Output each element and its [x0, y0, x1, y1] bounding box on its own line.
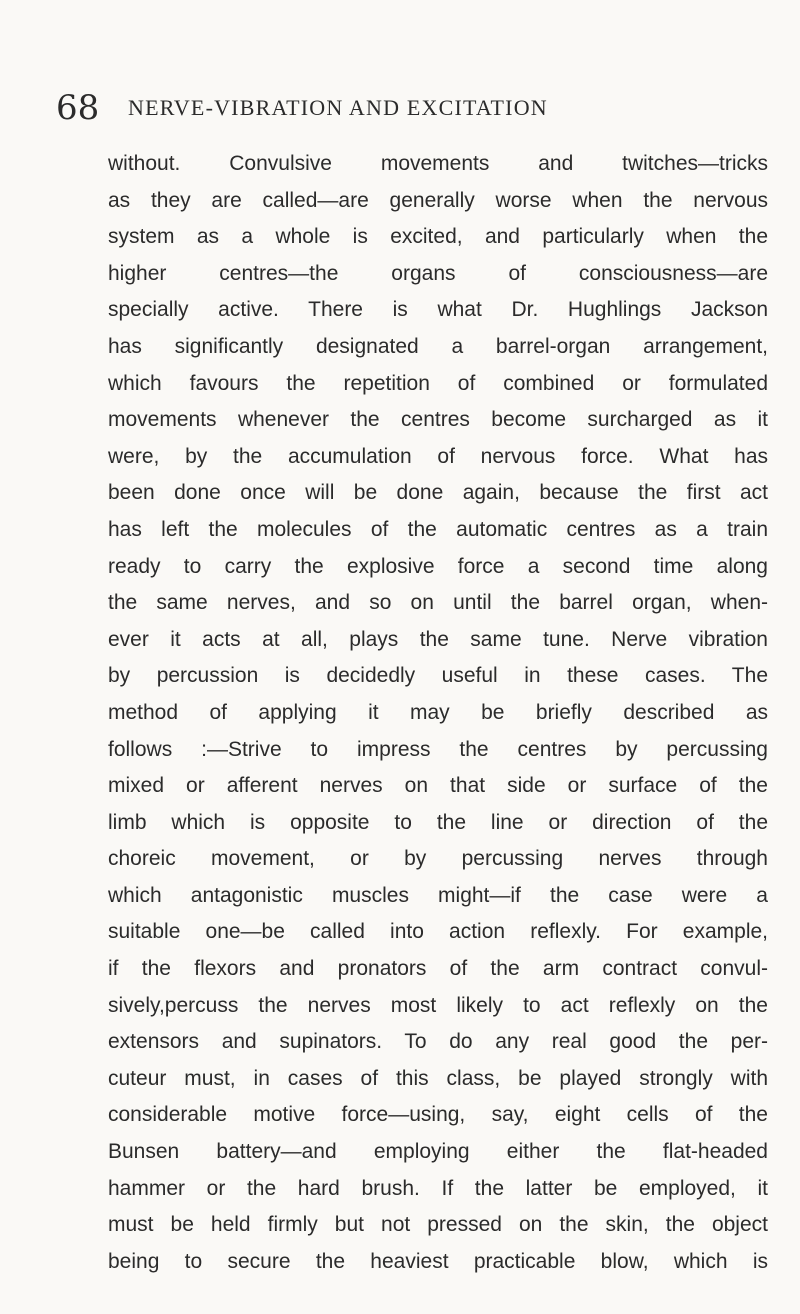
text-line: limb which is opposite to the line or direction of the — [108, 810, 768, 834]
text-line: has left the molecules of the automatic centres as a train — [108, 517, 768, 541]
text-line: mixed or afferent nerves on that side or surface of the — [108, 774, 768, 798]
text-line: Bunsen battery—and employing either the flat-headed — [108, 1140, 768, 1164]
page-number: 68 — [56, 88, 100, 128]
text-line: higher centres—the organs of consciousness—are — [108, 261, 768, 285]
text-line: choreic movement, or by percussing nerves through — [108, 847, 768, 871]
text-line: movements whenever the centres become surcharged as it — [108, 408, 768, 432]
text-line: method of applying it may be briefly described as — [108, 700, 768, 724]
text-line: by percussion is decidedly useful in these cases. The — [108, 664, 768, 688]
text-line: hammer or the hard brush. If the latter be employed, it — [108, 1176, 768, 1200]
text-line: sively,percuss the nerves most likely to act reflexly on the — [108, 993, 768, 1017]
text-line: has significantly designated a barrel-organ arrangement, — [108, 334, 768, 358]
text-line: follows :—Strive to impress the centres by percussing — [108, 737, 768, 761]
text-line: which antagonistic muscles might—if the case were a — [108, 883, 768, 907]
text-line: suitable one—be called into action reflexly. For example, — [108, 920, 768, 944]
text-line: being to secure the heaviest practicable blow, which is — [108, 1249, 768, 1273]
text-line: specially active. There is what Dr. Hughlings Jackson — [108, 298, 768, 322]
text-line: ever it acts at all, plays the same tune. Nerve vibration — [108, 627, 768, 651]
text-line: extensors and supinators. To do any real good the per- — [108, 1030, 768, 1054]
running-title: NERVE-VIBRATION AND EXCITATION — [128, 95, 548, 120]
text-line: were, by the accumulation of nervous force. What has — [108, 444, 768, 468]
text-line: without. Convulsive movements and twitches—tricks — [108, 152, 768, 175]
text-line: system as a whole is excited, and particularly when the — [108, 225, 768, 249]
text-line: cuteur must, in cases of this class, be played strongly with — [108, 1066, 768, 1090]
text-line: ready to carry the explosive force a second time along — [108, 554, 768, 578]
text-line: if the flexors and pronators of the arm contract convul- — [108, 957, 768, 981]
body-paragraph — [108, 146, 768, 1280]
text-line: considerable motive force—using, say, eight cells of the — [108, 1103, 768, 1127]
text-line: must be held firmly but not pressed on the skin, the object — [108, 1213, 768, 1237]
text-line: as they are called—are generally worse when the nervous — [108, 188, 768, 212]
running-head — [56, 88, 716, 128]
text-line: the same nerves, and so on until the barrel organ, when- — [108, 591, 768, 615]
text-line: which favours the repetition of combined or formulated — [108, 371, 768, 395]
text-line: been done once will be done again, because the first act — [108, 481, 768, 505]
